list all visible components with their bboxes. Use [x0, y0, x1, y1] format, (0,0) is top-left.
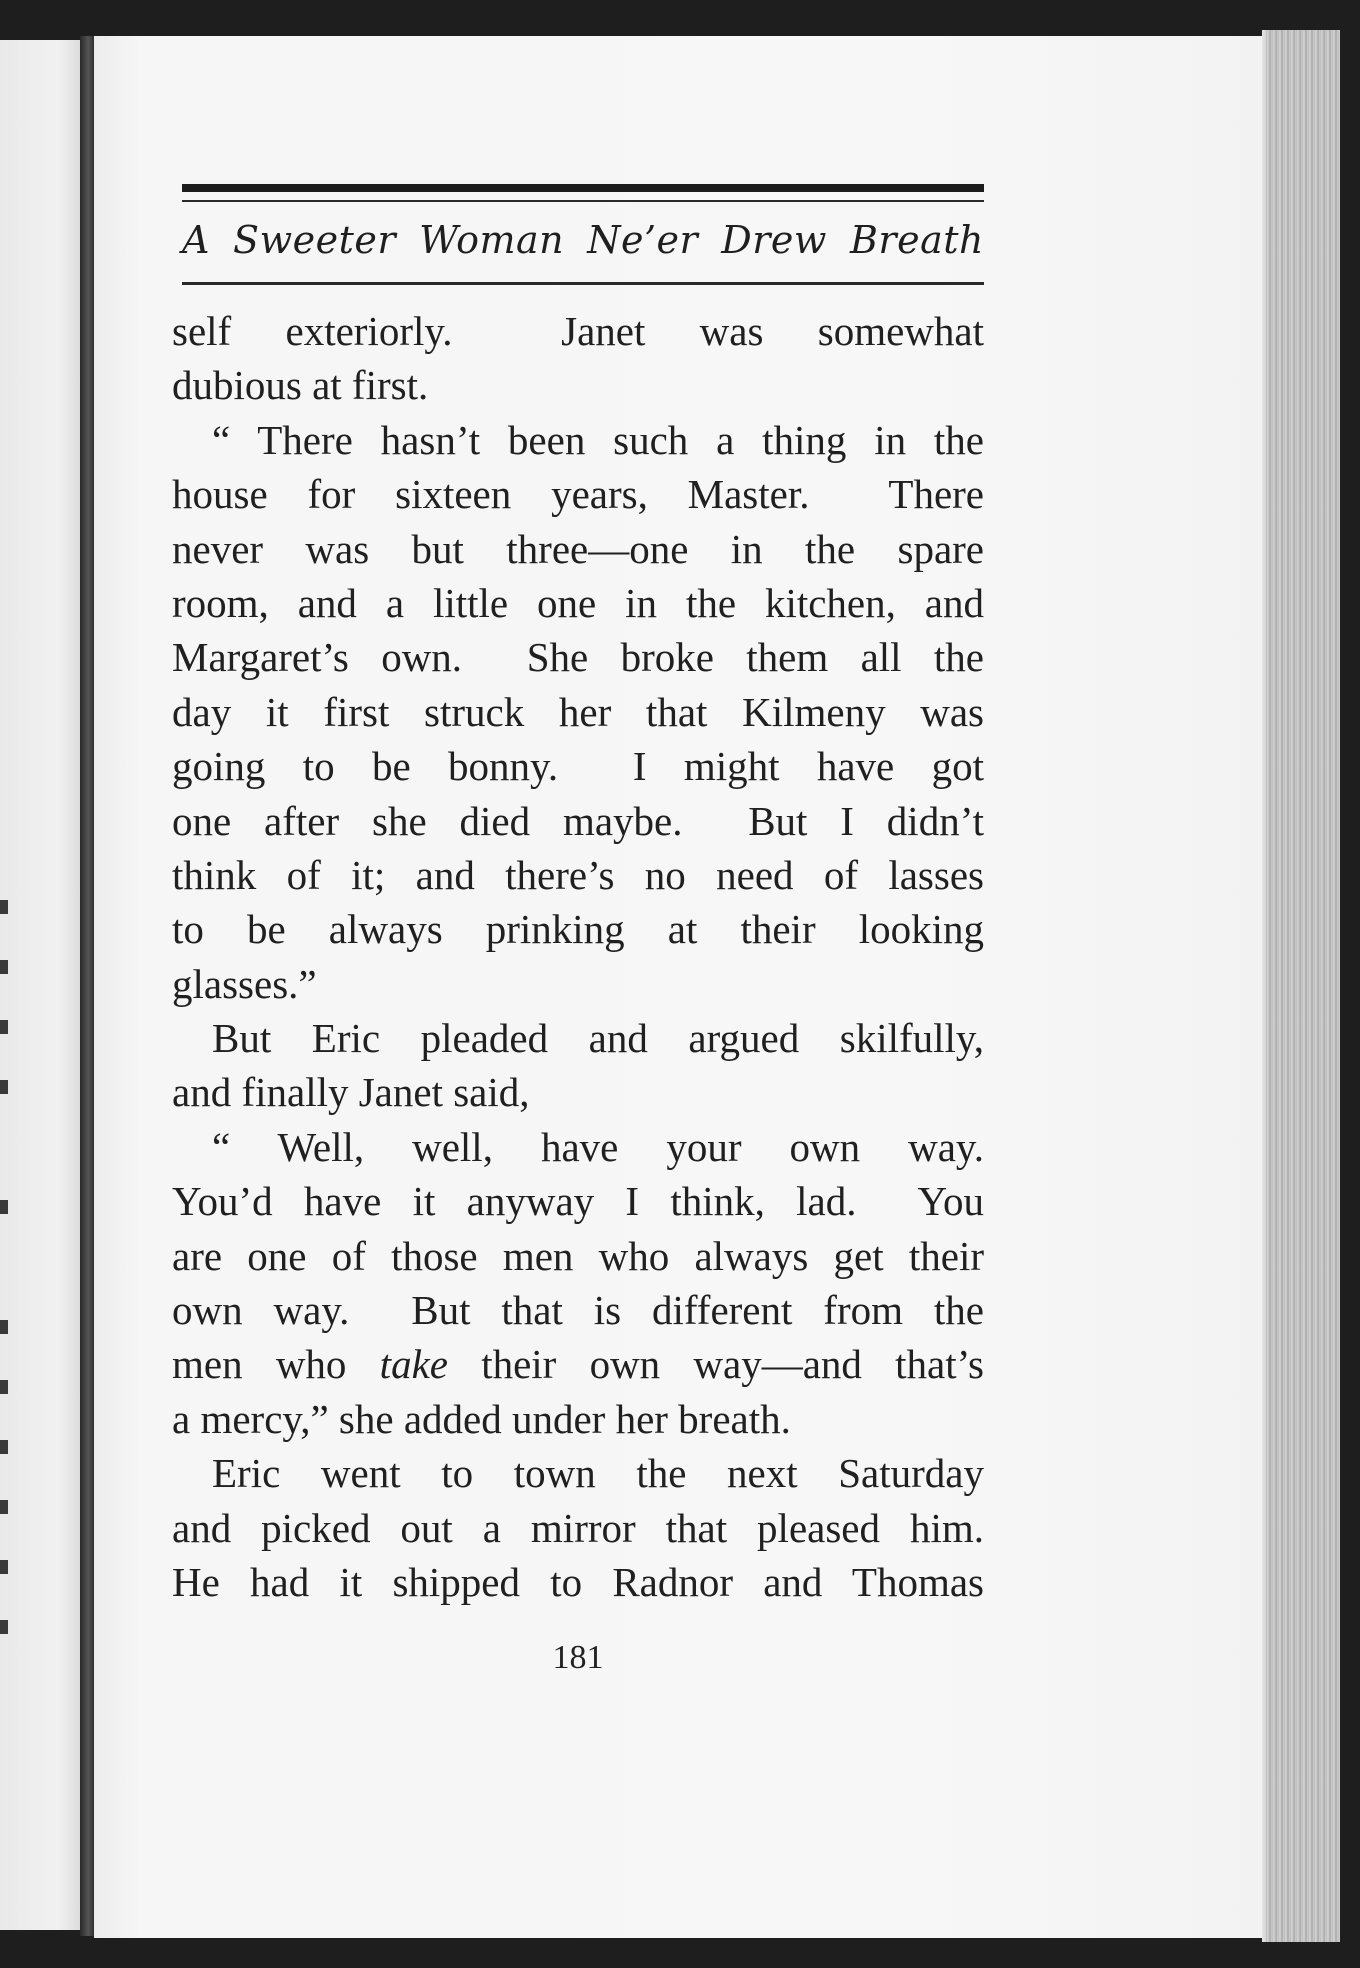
text-line: one after she died maybe. But I didn’t [172, 797, 984, 844]
text-line: and finally Janet said, [172, 1069, 530, 1116]
text-line: going to be bonny. I might have got [172, 743, 984, 790]
text-line: house for sixteen years, Master. There [172, 471, 984, 518]
text-line: self exteriorly. Janet was somewhat [172, 308, 984, 354]
text-line [172, 1337, 984, 1391]
text-line: But Eric pleaded and argued skilfully, [212, 1015, 984, 1062]
text-line: Margaret’s own. She broke them all the [172, 634, 984, 681]
page-fore-edge [1266, 30, 1340, 1942]
italic-emphasis: take [379, 1341, 448, 1388]
facing-page-text-fragments [0, 900, 12, 1640]
text-line: “ There hasn’t been such a thing in the [212, 416, 984, 463]
header-rule-thin [182, 200, 984, 202]
text-line: and picked out a mirror that pleased him. [172, 1504, 984, 1551]
text-line: “ Well, well, have your own way. [212, 1123, 984, 1170]
book-gutter [80, 36, 94, 1936]
text-line: day it first struck her that Kilmeny was [172, 688, 984, 735]
text-line: never was but three—one in the spare [172, 525, 984, 572]
text-line: own way. But that is different from the [172, 1287, 984, 1334]
page-number: 181 [552, 1639, 604, 1676]
text-line: a mercy,” she added under her breath. [172, 1395, 791, 1442]
text-line: dubious at first. [172, 362, 429, 409]
text-line: to be always prinking at their looking [172, 906, 984, 953]
body-text [172, 304, 984, 1609]
text-run: men who [172, 1341, 380, 1388]
text-line: are one of those men who always get their [172, 1232, 984, 1279]
text-line: Eric went to town the next Saturday [212, 1450, 984, 1497]
text-line: glasses.” [172, 960, 317, 1007]
text-line: room, and a little one in the kitchen, and [172, 579, 984, 626]
text-line: think of it; and there’s no need of lasses [172, 851, 984, 898]
text-line: You’d have it anyway I think, lad. You [172, 1178, 984, 1225]
text-run: their own way—and that’s [447, 1341, 984, 1388]
running-head: A Sweeter Woman Ne’er Drew Breath [182, 218, 984, 262]
text-line: He had it shipped to Radnor and Thomas [172, 1558, 984, 1605]
header-rule-thick [182, 184, 984, 192]
header-rule-bottom [182, 282, 984, 285]
facing-page-edge [0, 40, 84, 1930]
